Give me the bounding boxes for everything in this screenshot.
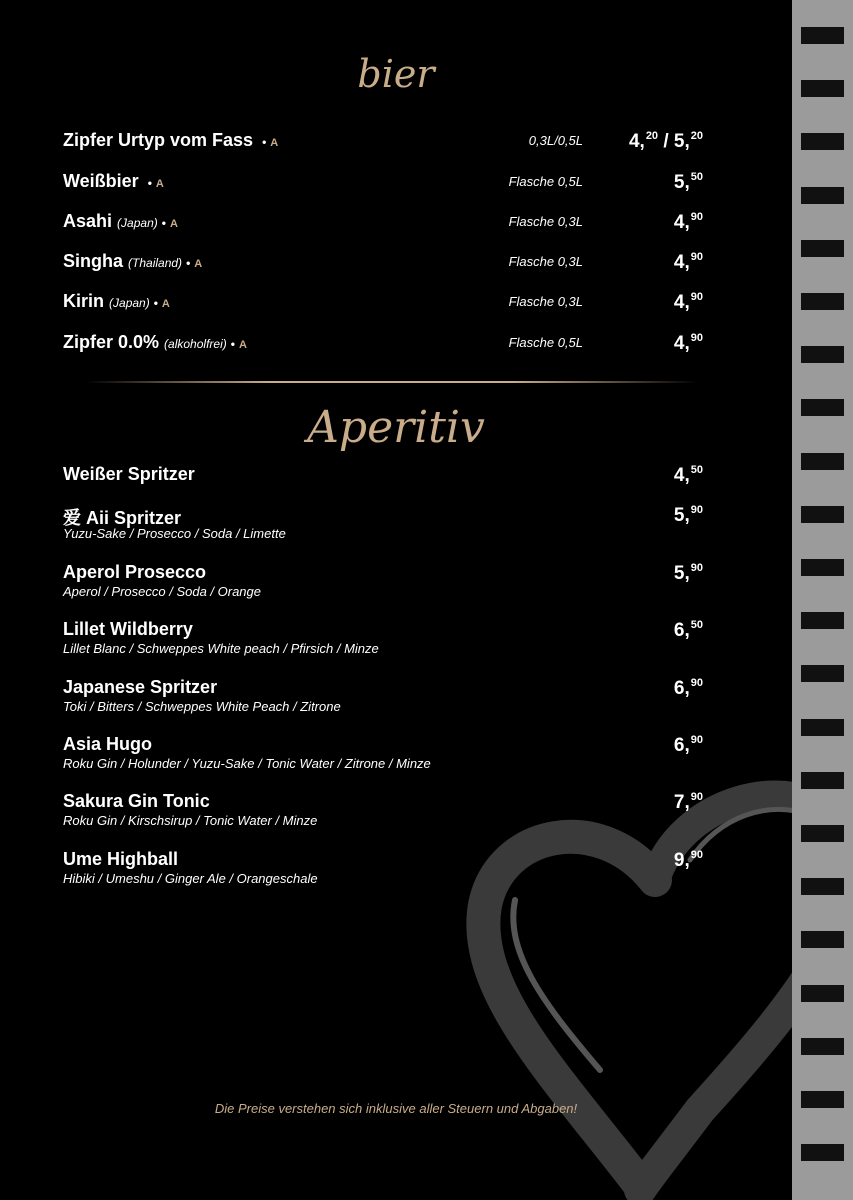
- item-name: Weißer Spritzer: [63, 464, 195, 484]
- item-price: 4,20 / 5,20: [628, 130, 703, 152]
- item-name: Weißbier • A: [63, 171, 164, 191]
- item-price: 4,50: [673, 464, 703, 486]
- film-strip-hole: [801, 27, 844, 44]
- menu-item-aperitiv: [63, 562, 703, 606]
- film-strip-hole: [801, 985, 844, 1002]
- menu-item-aperitiv: [63, 734, 703, 778]
- item-size: Flasche 0,3L: [508, 254, 583, 269]
- item-size: Flasche 0,5L: [508, 335, 583, 350]
- film-strip-hole: [801, 80, 844, 97]
- film-strip-hole: [801, 1091, 844, 1108]
- item-description: Yuzu-Sake / Prosecco / Soda / Limette: [63, 526, 286, 541]
- item-price: 4,90: [673, 251, 703, 273]
- item-price: 5,90: [673, 562, 703, 584]
- film-strip-hole: [801, 772, 844, 789]
- film-strip-decoration: [792, 0, 853, 1200]
- item-price: 6,90: [673, 734, 703, 756]
- menu-item-bier: [63, 211, 703, 235]
- item-size: 0,3L/0,5L: [528, 133, 583, 148]
- film-strip-hole: [801, 1144, 844, 1161]
- item-name: Zipfer 0.0% (alkoholfrei) • A: [63, 332, 247, 352]
- menu-item-aperitiv: [63, 849, 703, 893]
- item-description: Toki / Bitters / Schweppes White Peach / Zitrone: [63, 699, 341, 714]
- item-price: 5,90: [673, 504, 703, 526]
- film-strip-hole: [801, 453, 844, 470]
- item-name: Japanese Spritzer: [63, 677, 218, 697]
- menu-item-aperitiv: [63, 504, 703, 548]
- film-strip-hole: [801, 506, 844, 523]
- item-description: Aperol / Prosecco / Soda / Orange: [63, 584, 261, 599]
- film-strip-hole: [801, 1038, 844, 1055]
- item-name: Ume Highball: [63, 849, 179, 869]
- item-name: Aperol Prosecco: [63, 562, 207, 582]
- item-description: Lillet Blanc / Schweppes White peach / Pfirsich / Minze: [63, 641, 379, 656]
- menu-item-bier: [63, 332, 703, 356]
- item-price: 9,90: [673, 849, 703, 871]
- film-strip-hole: [801, 825, 844, 842]
- menu-item-bier: [63, 130, 703, 154]
- section-title-aperitiv: Aperitiv: [307, 402, 485, 453]
- item-description: Hibiki / Umeshu / Ginger Ale / Orangeschale: [63, 871, 318, 886]
- film-strip-hole: [801, 878, 844, 895]
- item-price: 6,50: [673, 619, 703, 641]
- film-strip-hole: [801, 931, 844, 948]
- film-strip-hole: [801, 133, 844, 150]
- section-divider: [85, 381, 698, 383]
- item-price: 4,90: [673, 211, 703, 233]
- item-price: 7,90: [673, 791, 703, 813]
- item-name: Asia Hugo: [63, 734, 153, 754]
- item-name: Kirin (Japan) • A: [63, 291, 170, 311]
- item-name: Asahi (Japan) • A: [63, 211, 178, 231]
- menu-item-aperitiv: [63, 791, 703, 835]
- section-title-bier: bier: [357, 52, 435, 96]
- menu-item-aperitiv: [63, 619, 703, 663]
- item-size: Flasche 0,5L: [508, 174, 583, 189]
- menu-item-bier: [63, 291, 703, 315]
- film-strip-hole: [801, 399, 844, 416]
- item-size: Flasche 0,3L: [508, 214, 583, 229]
- item-price: 5,50: [673, 171, 703, 193]
- menu-item-bier: [63, 171, 703, 195]
- price-disclaimer: Die Preise verstehen sich inklusive aller Steuern und Abgaben!: [214, 1101, 578, 1116]
- film-strip-hole: [801, 187, 844, 204]
- menu-item-aperitiv: [63, 677, 703, 721]
- item-name: Zipfer Urtyp vom Fass • A: [63, 130, 279, 150]
- item-size: Flasche 0,3L: [508, 294, 583, 309]
- film-strip-hole: [801, 559, 844, 576]
- menu-item-bier: [63, 251, 703, 275]
- film-strip-hole: [801, 346, 844, 363]
- film-strip-hole: [801, 293, 844, 310]
- film-strip-hole: [801, 719, 844, 736]
- item-description: Roku Gin / Kirschsirup / Tonic Water / Minze: [63, 813, 318, 828]
- item-name: 爱 Aii Spritzer: [63, 508, 182, 528]
- item-price: 4,90: [673, 291, 703, 313]
- item-price: 4,90: [673, 332, 703, 354]
- item-name: Lillet Wildberry: [63, 619, 193, 639]
- film-strip-hole: [801, 612, 844, 629]
- item-price: 6,90: [673, 677, 703, 699]
- item-description: Roku Gin / Holunder / Yuzu-Sake / Tonic Water / Zitrone / Minze: [63, 756, 431, 771]
- film-strip-hole: [801, 240, 844, 257]
- item-name: Singha (Thailand) • A: [63, 251, 203, 271]
- film-strip-hole: [801, 665, 844, 682]
- item-name: Sakura Gin Tonic: [63, 791, 210, 811]
- menu-item-aperitiv: [63, 464, 703, 508]
